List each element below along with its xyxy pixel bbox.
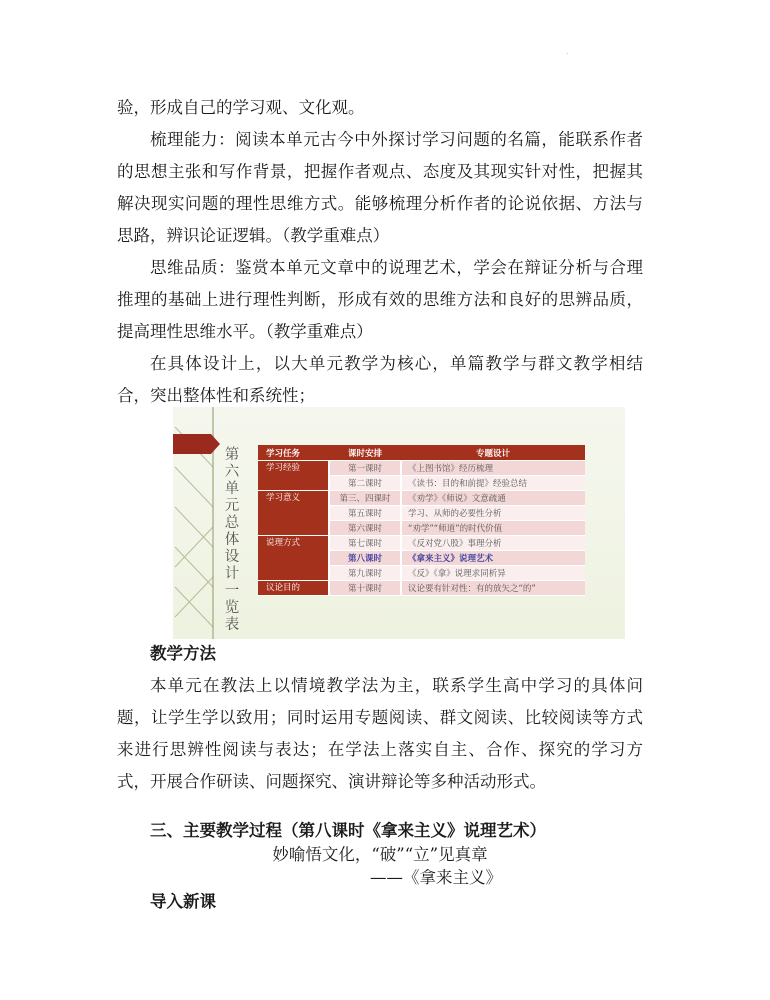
paragraph-continuation: 验，形成自己的学习观、文化观。 [117, 98, 365, 117]
table-row [258, 491, 585, 506]
heading-teaching-method: 教学方法 [150, 644, 216, 663]
motto-line: 妙喻悟文化，“破”“立”见真章 [272, 845, 488, 864]
topic-cell: 学习、从师的必要性分析 [401, 506, 585, 521]
figure-red-band [173, 434, 211, 454]
lesson-cell: 第六课时 [329, 521, 401, 536]
table-row [258, 461, 585, 476]
paragraph-combing-ability: 梳理能力：阅读本单元古今中外探讨学习问题的名篇，能联系作者的思想主张和写作背景，把握作者观点、态度及其现实针对性，把握其解决现实问题的理性思维方式。能够梳理分析作者的论说依据、方法与思路，辨识论证逻辑。（教学重难点） [117, 130, 643, 245]
lesson-cell: 第十课时 [329, 581, 401, 596]
lesson-cell: 第九课时 [329, 566, 401, 581]
task-cell: 议论目的 [258, 581, 329, 596]
lesson-cell: 第七课时 [329, 536, 401, 551]
topic-cell: 《反》《拿》说理求同析异 [401, 566, 585, 581]
topic-cell: “劝学”“师道”的时代价值 [401, 521, 585, 536]
task-cell: 学习意义 [258, 491, 329, 536]
table-row [258, 581, 585, 596]
topic-cell: 《上图书馆》经历梳理 [401, 461, 585, 476]
paragraph-design: 在具体设计上，以大单元教学为核心，单篇教学与群文教学相结合，突出整体性和系统性； [117, 354, 643, 405]
header-topic: 专题设计 [401, 445, 585, 461]
figure-vertical-title: 第六单元总体设计一览表 [224, 447, 240, 633]
topic-cell: 议论要有针对性：有的放矢之“的” [401, 581, 585, 596]
section-heading: 三、主要教学过程（第八课时《拿来主义》说理艺术） [150, 821, 546, 840]
lesson-cell: 第一课时 [329, 461, 401, 476]
header-task: 学习任务 [258, 445, 329, 461]
task-cell: 说理方式 [258, 536, 329, 581]
lesson-cell: 第五课时 [329, 506, 401, 521]
table-header-row [258, 445, 585, 461]
paragraph-teaching-method: 本单元在教法上以情境教学法为主，联系学生高中学习的具体问题，让学生学以致用；同时运用专题阅读、群文阅读、比较阅读等方式来进行思辨性阅读与表达；在学法上落实自主、合作、探究的学习方式，开展合作研读、问题探究、演讲辩论等多种活动形式。 [117, 676, 643, 791]
header-lesson: 课时安排 [329, 445, 401, 461]
table-row [258, 536, 585, 551]
design-table [258, 445, 585, 596]
unit-design-figure [173, 407, 625, 639]
corner-mark: . [566, 47, 569, 56]
motto-source: ——《拿来主义》 [370, 868, 502, 887]
lesson-cell: 第八课时 [329, 551, 401, 566]
topic-cell: 《拿来主义》说理艺术 [401, 551, 585, 566]
topic-cell: 《劝学》《师说》文意疏通 [401, 491, 585, 506]
task-cell: 学习经验 [258, 461, 329, 491]
paragraph-thinking-quality: 思维品质：鉴赏本单元文章中的说理艺术，学会在辩证分析与合理推理的基础上进行理性判断，形成有效的思维方法和良好的思辨品质，提高理性思维水平。（教学重难点） [117, 258, 643, 341]
heading-intro: 导入新课 [150, 892, 216, 911]
lesson-cell: 第三、四课时 [329, 491, 401, 506]
topic-cell: 《反对党八股》事理分析 [401, 536, 585, 551]
lesson-cell: 第二课时 [329, 476, 401, 491]
topic-cell: 《读书：目的和前提》经验总结 [401, 476, 585, 491]
